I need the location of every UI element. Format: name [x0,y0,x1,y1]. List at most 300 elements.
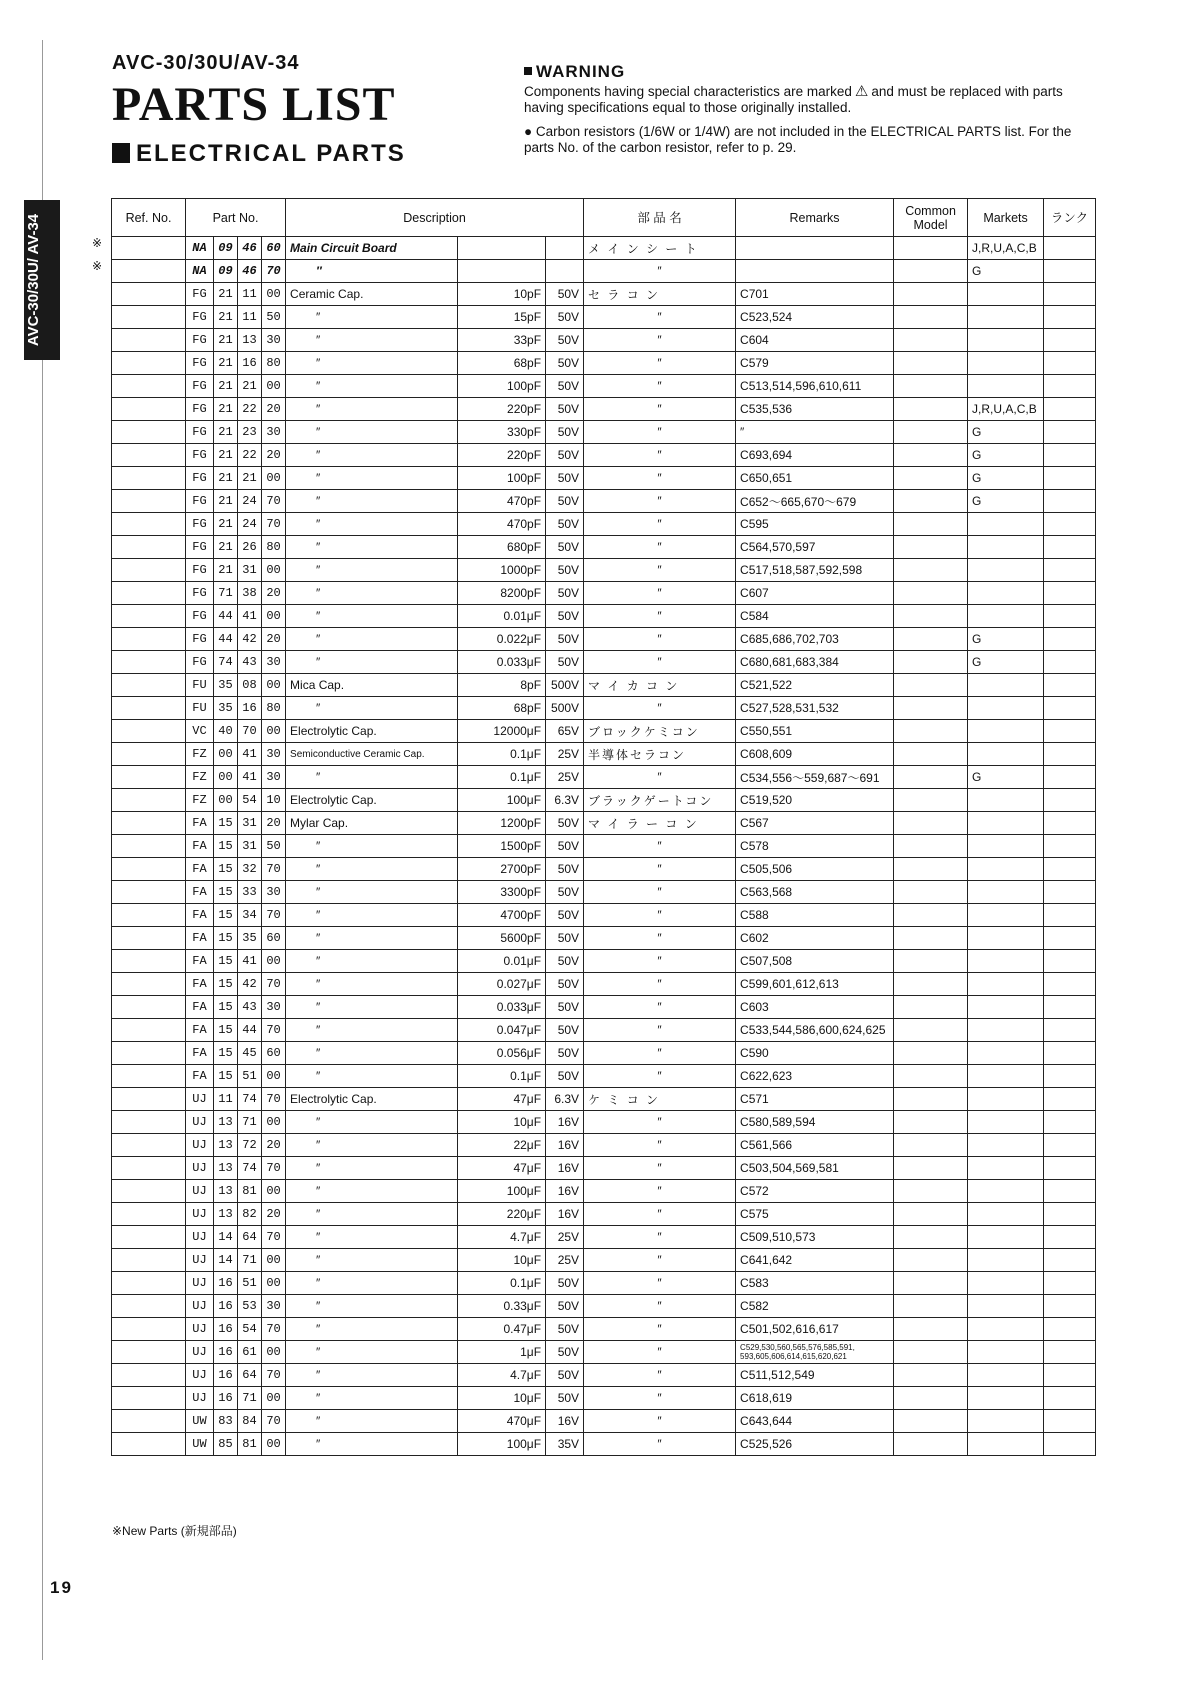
ref-cell [112,283,186,306]
part-prefix: FA [186,1019,214,1042]
part-number: 84 [238,1410,262,1433]
part-number: 74 [238,1088,262,1111]
common-model [894,1272,968,1295]
part-suffix: 60 [262,927,286,950]
common-model [894,283,968,306]
rank [1044,260,1096,283]
jp-name: ″ [584,1157,736,1180]
voltage: 50V [546,651,584,674]
description: Mica Cap. [286,674,458,697]
part-suffix: 50 [262,306,286,329]
remarks: C580,589,594 [736,1111,894,1134]
remarks: C521,522 [736,674,894,697]
jp-name: メ イ ン シ ー ト [584,237,736,260]
markets [968,513,1044,536]
description: ″ [286,605,458,628]
part-group: 15 [214,904,238,927]
part-suffix: 20 [262,398,286,421]
part-suffix: 30 [262,766,286,789]
part-number: 35 [238,927,262,950]
value: 470pF [458,490,546,513]
description: ″ [286,1318,458,1341]
part-prefix: FA [186,1065,214,1088]
voltage: 16V [546,1203,584,1226]
common-model [894,1042,968,1065]
markets [968,1295,1044,1318]
value: 10pF [458,283,546,306]
remarks: C563,568 [736,881,894,904]
markets [968,1180,1044,1203]
table-row [112,444,1096,467]
jp-name: ″ [584,1387,736,1410]
rank [1044,996,1096,1019]
common-model [894,444,968,467]
rank [1044,1134,1096,1157]
rank [1044,1433,1096,1456]
voltage: 50V [546,536,584,559]
remarks: C533,544,586,600,624,625 [736,1019,894,1042]
part-suffix: 20 [262,444,286,467]
rank [1044,559,1096,582]
part-number: 41 [238,766,262,789]
square-bullet-icon [524,67,532,75]
description: ″ [286,1157,458,1180]
remarks: C701 [736,283,894,306]
part-suffix: 00 [262,1249,286,1272]
jp-name: ″ [584,904,736,927]
jp-name: ″ [584,1272,736,1295]
description: ″ [286,697,458,720]
part-suffix: 60 [262,1042,286,1065]
part-prefix: FA [186,973,214,996]
part-number: 22 [238,444,262,467]
rank [1044,467,1096,490]
ref-cell [112,1364,186,1387]
table-header-row [112,199,1096,237]
table-row [112,674,1096,697]
jp-name: ″ [584,835,736,858]
voltage: 50V [546,467,584,490]
voltage: 25V [546,766,584,789]
rank [1044,283,1096,306]
remarks: C584 [736,605,894,628]
rank [1044,1341,1096,1364]
part-prefix: UJ [186,1157,214,1180]
table-row [112,651,1096,674]
description: ″ [286,306,458,329]
rank [1044,789,1096,812]
part-suffix: 70 [262,1318,286,1341]
part-suffix: 00 [262,1387,286,1410]
part-group: 15 [214,1065,238,1088]
jp-name: ″ [584,1410,736,1433]
table-row [112,490,1096,513]
markets [968,1019,1044,1042]
part-prefix: FA [186,950,214,973]
table-row [112,950,1096,973]
value: 0.1μF [458,1065,546,1088]
ref-cell [112,835,186,858]
ref-cell [112,766,186,789]
part-group: 00 [214,743,238,766]
part-suffix: 70 [262,973,286,996]
value: 12000μF [458,720,546,743]
table-row [112,720,1096,743]
table-row [112,283,1096,306]
voltage: 50V [546,950,584,973]
ref-cell [112,1272,186,1295]
part-group: 16 [214,1364,238,1387]
part-group: 14 [214,1226,238,1249]
remarks: C517,518,587,592,598 [736,559,894,582]
part-prefix: UJ [186,1341,214,1364]
common-model [894,812,968,835]
value: 0.1μF [458,743,546,766]
rank [1044,1295,1096,1318]
jp-name: ″ [584,398,736,421]
part-prefix: FG [186,398,214,421]
part-number: 71 [238,1111,262,1134]
table-row [112,1157,1096,1180]
common-model [894,490,968,513]
part-suffix: 20 [262,1134,286,1157]
part-prefix: UJ [186,1249,214,1272]
common-model [894,996,968,1019]
voltage: 25V [546,1249,584,1272]
part-suffix: 10 [262,789,286,812]
description: ″ [286,260,458,283]
ref-cell [112,582,186,605]
part-suffix: 30 [262,1295,286,1318]
ref-cell [112,605,186,628]
remarks: C604 [736,329,894,352]
remarks: C534,556〜559,687〜691 [736,766,894,789]
markets: G [968,766,1044,789]
rank [1044,1272,1096,1295]
ref-cell [112,628,186,651]
markets [968,1042,1044,1065]
ref-cell [112,559,186,582]
remarks: C685,686,702,703 [736,628,894,651]
value: 47μF [458,1157,546,1180]
part-number: 71 [238,1387,262,1410]
jp-name: ″ [584,490,736,513]
ref-cell [112,1295,186,1318]
common-model [894,674,968,697]
ref-cell [112,421,186,444]
description: ″ [286,467,458,490]
markets [968,812,1044,835]
part-number: 16 [238,352,262,375]
part-group: 21 [214,283,238,306]
description: ″ [286,1111,458,1134]
rank [1044,1203,1096,1226]
common-model [894,1019,968,1042]
voltage: 50V [546,1387,584,1410]
table-row [112,1134,1096,1157]
markets: G [968,467,1044,490]
value: 1500pF [458,835,546,858]
ref-cell [112,1387,186,1410]
part-group: 21 [214,444,238,467]
jp-name: セ ラ コ ン [584,283,736,306]
part-prefix: FG [186,582,214,605]
jp-name: マ イ ラ ー コ ン [584,812,736,835]
header-markets: Markets [968,199,1044,237]
remarks: C503,504,569,581 [736,1157,894,1180]
voltage: 50V [546,605,584,628]
table-row [112,881,1096,904]
voltage: 500V [546,697,584,720]
part-prefix: UJ [186,1111,214,1134]
common-model [894,1387,968,1410]
jp-name: ″ [584,628,736,651]
description: ″ [286,904,458,927]
warning-text-after: and must be replaced with parts having specifications equal to those originally installed. [524,84,1063,115]
table-row [112,536,1096,559]
part-number: 43 [238,996,262,1019]
part-prefix: FG [186,513,214,536]
ref-cell [112,1433,186,1456]
voltage: 50V [546,306,584,329]
common-model [894,881,968,904]
value: 220μF [458,1203,546,1226]
part-prefix: FG [186,421,214,444]
table-row [112,1180,1096,1203]
part-number: 32 [238,858,262,881]
remarks: C535,536 [736,398,894,421]
description: ″ [286,973,458,996]
jp-name: ″ [584,1042,736,1065]
ref-cell [112,467,186,490]
common-model [894,950,968,973]
part-prefix: FA [186,1042,214,1065]
remarks: C567 [736,812,894,835]
part-group: 16 [214,1295,238,1318]
rank [1044,881,1096,904]
description: ″ [286,1042,458,1065]
table-row [112,1203,1096,1226]
part-number: 31 [238,812,262,835]
part-suffix: 00 [262,720,286,743]
new-part-mark: ※ [92,258,103,273]
part-suffix: 20 [262,582,286,605]
table-row [112,904,1096,927]
jp-name: ″ [584,950,736,973]
ref-cell [112,1019,186,1042]
part-number: 46 [238,237,262,260]
jp-name: ケ ミ コ ン [584,1088,736,1111]
rank [1044,835,1096,858]
common-model [894,559,968,582]
remarks: C561,566 [736,1134,894,1157]
part-number: 45 [238,1042,262,1065]
part-suffix: 00 [262,1341,286,1364]
voltage: 50V [546,904,584,927]
rank [1044,812,1096,835]
part-number: 41 [238,950,262,973]
page-number: 19 [50,1578,73,1597]
part-number: 23 [238,421,262,444]
voltage: 500V [546,674,584,697]
description: ″ [286,1249,458,1272]
part-prefix: FG [186,559,214,582]
common-model [894,1295,968,1318]
part-number: 82 [238,1203,262,1226]
part-prefix: NA [186,260,214,283]
common-model [894,513,968,536]
part-group: 15 [214,1019,238,1042]
part-number: 64 [238,1226,262,1249]
rank [1044,766,1096,789]
voltage: 16V [546,1157,584,1180]
description: ″ [286,1019,458,1042]
remarks: C523,524 [736,306,894,329]
description: ″ [286,996,458,1019]
part-number: 42 [238,628,262,651]
jp-name: ″ [584,973,736,996]
jp-name: ″ [584,1203,736,1226]
part-prefix: UW [186,1433,214,1456]
table-row [112,1341,1096,1364]
markets [968,1134,1044,1157]
description: ″ [286,1387,458,1410]
part-group: 44 [214,605,238,628]
common-model [894,421,968,444]
part-group: 35 [214,674,238,697]
common-model [894,582,968,605]
remarks: C501,502,616,617 [736,1318,894,1341]
part-group: 15 [214,812,238,835]
voltage: 50V [546,513,584,536]
side-tab-label: AVC-30/30U/ AV-34 [25,213,42,347]
table-row [112,1318,1096,1341]
markets [968,582,1044,605]
table-row [112,260,1096,283]
markets [968,927,1044,950]
common-model [894,720,968,743]
value: 470pF [458,513,546,536]
markets [968,674,1044,697]
part-number: 64 [238,1364,262,1387]
part-suffix: 70 [262,1088,286,1111]
description: ″ [286,398,458,421]
header-description: Description [286,199,584,237]
part-prefix: UJ [186,1180,214,1203]
remarks: C622,623 [736,1065,894,1088]
value: 0.047μF [458,1019,546,1042]
header-part-no: Part No. [186,199,286,237]
voltage: 50V [546,375,584,398]
part-group: 21 [214,467,238,490]
rank [1044,1410,1096,1433]
carbon-resistor-note: ● Carbon resistors (1/6W or 1/4W) are not included in the ELECTRICAL PARTS list. For the parts No. of the carbon resistor, refer to p. 29. [524,124,1072,155]
part-prefix: FU [186,674,214,697]
value [458,260,546,283]
markets [968,1364,1044,1387]
part-prefix: NA [186,237,214,260]
remarks: C652〜665,670〜679 [736,490,894,513]
description: ″ [286,1433,458,1456]
part-group: 21 [214,513,238,536]
value: 68pF [458,352,546,375]
part-prefix: FG [186,444,214,467]
rank [1044,490,1096,513]
remarks: ″ [736,421,894,444]
common-model [894,1318,968,1341]
part-prefix: UJ [186,1134,214,1157]
part-number: 31 [238,559,262,582]
jp-name: ″ [584,1111,736,1134]
voltage: 16V [546,1134,584,1157]
part-prefix: FU [186,697,214,720]
markets [968,352,1044,375]
part-number: 11 [238,283,262,306]
markets [968,1226,1044,1249]
table-row [112,1387,1096,1410]
description: Main Circuit Board [286,237,458,260]
part-number: 08 [238,674,262,697]
ref-cell [112,1226,186,1249]
part-group: 15 [214,835,238,858]
part-suffix: 00 [262,674,286,697]
part-prefix: FG [186,467,214,490]
part-suffix: 70 [262,1019,286,1042]
part-suffix: 00 [262,1111,286,1134]
common-model [894,1111,968,1134]
rank [1044,973,1096,996]
markets [968,1203,1044,1226]
rank [1044,904,1096,927]
table-row [112,421,1096,444]
remarks: C588 [736,904,894,927]
part-number: 24 [238,490,262,513]
remarks: C525,526 [736,1433,894,1456]
common-model [894,260,968,283]
part-suffix: 00 [262,467,286,490]
voltage: 50V [546,881,584,904]
part-number: 43 [238,651,262,674]
rank [1044,628,1096,651]
part-group: 21 [214,398,238,421]
value: 8pF [458,674,546,697]
voltage [546,237,584,260]
markets: G [968,260,1044,283]
part-prefix: UJ [186,1387,214,1410]
part-suffix: 30 [262,329,286,352]
part-group: 13 [214,1134,238,1157]
section-heading-text: ELECTRICAL PARTS [136,140,406,167]
part-suffix: 20 [262,812,286,835]
common-model [894,835,968,858]
table-row [112,1410,1096,1433]
rank [1044,352,1096,375]
model-heading: AVC-30/30U/AV-34 [112,52,300,74]
part-prefix: FG [186,306,214,329]
part-group: 21 [214,536,238,559]
value: 5600pF [458,927,546,950]
part-suffix: 80 [262,352,286,375]
description: ″ [286,1226,458,1249]
description: Electrolytic Cap. [286,720,458,743]
ref-cell [112,1134,186,1157]
common-model [894,1341,968,1364]
part-suffix: 00 [262,559,286,582]
description: Electrolytic Cap. [286,1088,458,1111]
part-suffix: 20 [262,628,286,651]
rank [1044,1318,1096,1341]
common-model [894,1088,968,1111]
